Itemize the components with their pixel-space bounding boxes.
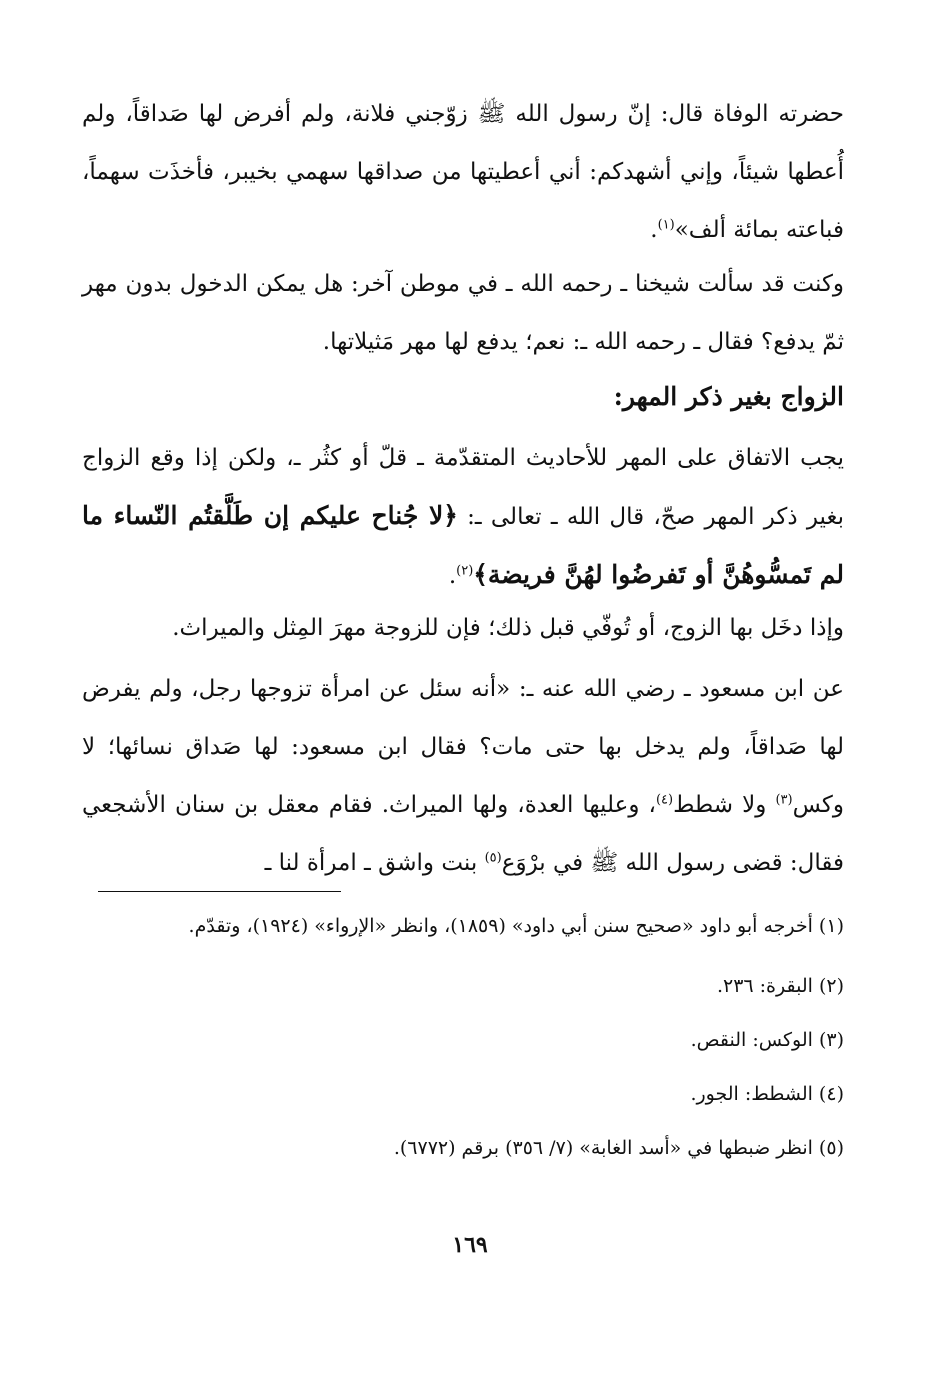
paragraph-5: [82, 660, 844, 892]
footnote-ref-4: (٤): [655, 792, 674, 808]
paragraph-1-body: حضرته الوفاة قال: إنّ رسول الله ﷺ زوّجني فلانة، ولم أفرض لها صَداقاً، ولم أُعطها شيئاً، وإني أشهدكم: أني أعطيتها من صداقها سهمي بخيبر، فأخذَت سهماً، فباعته بمائة ألف»: [82, 101, 844, 243]
paragraph-3-end: .: [448, 563, 457, 589]
paragraph-4: [82, 599, 844, 657]
footnote-ref-1: (١): [657, 217, 675, 233]
footnote-separator: [98, 891, 341, 892]
footnote-1: (١) أخرجه أبو داود «صحيح سنن أبي داود» (١٨٥٩)، وانظر «الإرواء» (١٩٢٤)، وتقدّم.: [188, 915, 844, 937]
paragraph-4-text: وإذا دخَل بها الزوج، أو تُوفّي قبل ذلك؛ فإن للزوجة مهرَ المِثل والميراث.: [172, 615, 844, 641]
footnote-ref-5: (٥): [484, 850, 502, 866]
footnote-3: (٣) الوكس: النقص.: [690, 1029, 844, 1051]
paragraph-2: [82, 255, 844, 371]
paragraph-1-end: .: [650, 217, 658, 243]
footnotes: [82, 903, 844, 1175]
paragraph-5-part-4: بنت واشق ـ امرأة لنا ـ: [264, 850, 478, 876]
footnote-4: (٤) الشطط: الجور.: [690, 1083, 844, 1105]
paragraph-5-part-3: ، وعليها العدة، ولها الميراث. فقام معقل بن سنان الأشجعي فقال: قضى رسول الله ﷺ في برْوَع: [82, 792, 844, 876]
footnote-ref-2: (٢): [456, 563, 474, 579]
paragraph-5-text: [82, 660, 844, 892]
paragraph-1-text: [82, 85, 844, 259]
paragraph-1: [82, 85, 844, 259]
paragraph-5-part-1: عن ابن مسعود ـ رضي الله عنه ـ: «أنه سئل عن امرأة تزوجها رجل، ولم يفرض لها صَداقاً، ولم يدخل بها حتى مات؟ فقال ابن مسعود: لها صَداق نسائها؛ لا وكس: [82, 676, 844, 818]
section-heading: الزواج بغير ذكر المهر:: [613, 382, 844, 411]
footnote-ref-3: (٣): [775, 792, 793, 808]
quran-verse: ﴿لا جُناح عليكم إن طَلَّقتُم النّساء ما لم تَمسُّوهُنَّ أو تَفرضُوا لهُنَّ فريضة﴾: [82, 501, 844, 589]
paragraph-3-body: يجب الاتفاق على المهر للأحاديث المتقدّمة ـ قلّ أو كثُر ـ، ولكن إذا وقع الزواج بغير ذكر المهر صحّ، قال الله ـ تعالى ـ:: [82, 445, 844, 530]
footnote-2: (٢) البقرة: ٢٣٦.: [716, 975, 844, 997]
footnote-5: (٥) انظر ضبطها في «أسد الغابة» (٧/ ٣٥٦) برقم (٦٧٧٢).: [393, 1137, 844, 1159]
paragraph-5-part-2: ولا شطط: [673, 792, 767, 818]
paragraph-3-text: [82, 429, 844, 605]
paragraph-2-text: وكنت قد سألت شيخنا ـ رحمه الله ـ في موطن آخر: هل يمكن الدخول بدون مهر ثمّ يدفع؟ فقال ـ رحمه الله ـ: نعم؛ يدفع لها مهر مَثيلاتها.: [82, 271, 844, 355]
paragraph-3: [82, 429, 844, 605]
page-number: ١٦٩: [452, 1232, 488, 1258]
